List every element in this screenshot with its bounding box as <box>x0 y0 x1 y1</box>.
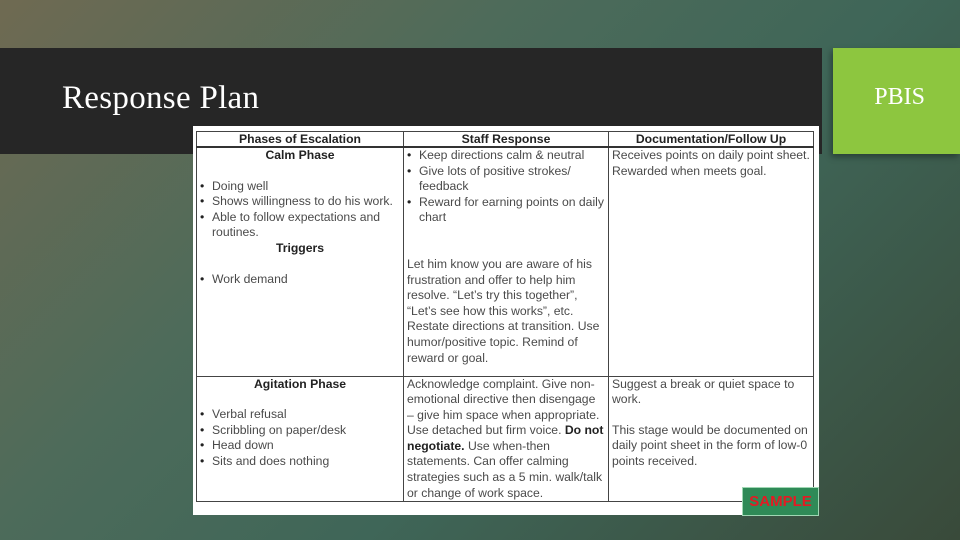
header-documentation: Documentation/Follow Up <box>609 132 814 148</box>
calm-doc-text: Receives points on daily point sheet. Rewarded when meets goal. <box>612 148 810 178</box>
agitation-staff-text-2: Use when-then statements. Can offer calming strategies such as a 5 min. walk/talk or change of work space. <box>407 438 603 500</box>
phase-cell-calm <box>197 147 404 376</box>
table-row <box>197 376 814 502</box>
response-plan-table <box>196 131 814 502</box>
list-item: • Scribbling on paper/desk <box>212 423 400 439</box>
agitation-doc-text-2: This stage would be documented on daily point sheet in the form of low-0 points received. <box>612 422 808 468</box>
header-phases: Phases of Escalation <box>197 132 404 148</box>
do-not-negotiate-text: Do not negotiate. <box>407 423 604 453</box>
triggers-heading: Triggers <box>275 240 325 255</box>
doc-cell-calm <box>609 147 814 376</box>
agitation-phase-heading: Agitation Phase <box>253 376 347 391</box>
list-item: • Verbal refusal <box>212 407 400 423</box>
slide-title: Response Plan <box>62 80 260 116</box>
triggers-staff-text: Let him know you are aware of his frustration and offer to help him resolve. “Let’s try this together”, “Let’s see how this works”, etc. Restate directions at transition. Use humor/positive topic. Remind of reward or goal. <box>407 256 600 365</box>
list-item: • Reward for earning points on daily chart <box>419 195 605 226</box>
agitation-doc-text-1: Suggest a break or quiet space to work. <box>612 376 795 407</box>
pbis-tag <box>833 48 960 154</box>
list-item: • Able to follow expectations and routines. <box>212 210 400 241</box>
list-item: • Give lots of positive strokes/ feedback <box>419 164 605 195</box>
response-plan-document <box>193 126 819 515</box>
list-item: • Sits and does nothing <box>212 454 400 470</box>
list-item: • Doing well <box>212 179 400 195</box>
list-item: • Keep directions calm & neutral <box>419 148 605 164</box>
staff-cell-calm <box>404 147 609 376</box>
list-item: • Work demand <box>212 272 400 288</box>
agitation-phase-list <box>200 407 400 469</box>
header-staff-response: Staff Response <box>404 132 609 148</box>
table-row <box>197 147 814 376</box>
doc-cell-agitation <box>609 376 814 502</box>
list-item: • Head down <box>212 438 400 454</box>
staff-cell-agitation <box>404 376 609 502</box>
calm-phase-list <box>200 179 400 241</box>
list-item: • Shows willingness to do his work. <box>212 194 400 210</box>
sample-stamp: SAMPLE <box>742 487 819 516</box>
agitation-staff-text-1: Acknowledge complaint. Give non-emotional directive then disengage – give him space when appropriate. Use detached but firm voice. <box>407 376 600 438</box>
triggers-list <box>200 272 400 288</box>
pbis-tag-label: PBIS <box>874 84 925 110</box>
calm-staff-list <box>407 148 605 226</box>
phase-cell-agitation <box>197 376 404 502</box>
table-header-row <box>197 132 814 148</box>
calm-phase-heading: Calm Phase <box>265 148 335 162</box>
